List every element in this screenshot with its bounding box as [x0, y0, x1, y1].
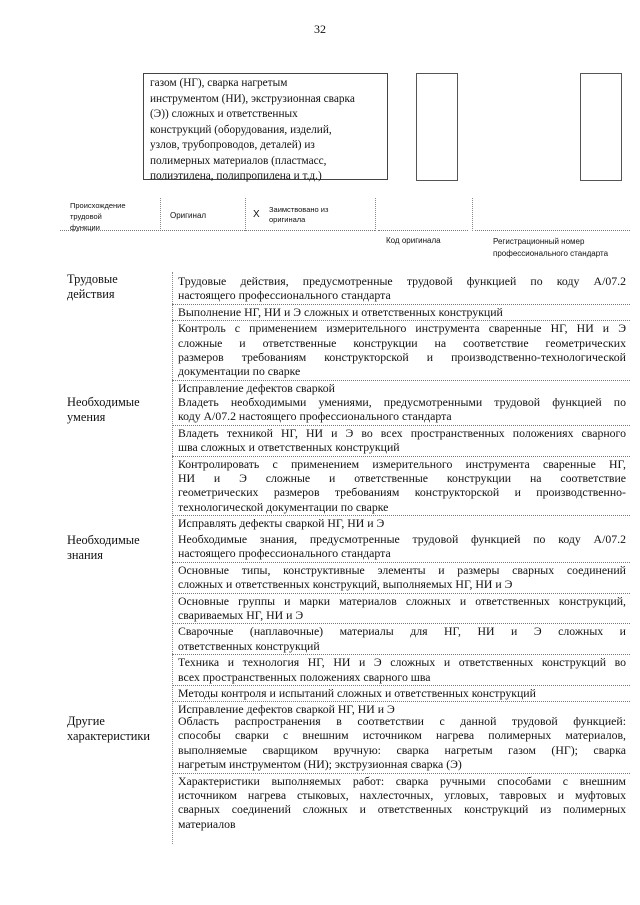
list-item-line: Исправление дефектов сваркой НГ, НИ и Э	[178, 702, 395, 717]
list-item-line: НИ и Э сложные и ответственные конструкции на соответствие	[178, 471, 626, 486]
origin-label-line: функции	[70, 223, 100, 232]
list-item-line: Владеть техникой НГ, НИ и Э во всех пространственных положениях сварного	[178, 425, 626, 440]
section-label-labor-actions	[67, 272, 118, 302]
list-item-line: Основные группы и марки материалов сложных и ответственных конструкций,	[178, 593, 626, 608]
section-label-line: действия	[67, 287, 115, 301]
list-item-line: сложных и ответственных конструкций, выполняемых НГ, НИ и Э	[178, 577, 513, 592]
list-item	[172, 395, 630, 426]
column-divider	[172, 272, 173, 844]
list-item	[172, 305, 630, 321]
list-item	[172, 457, 630, 517]
required-skills-list	[172, 395, 630, 532]
list-item-line: размеров требованиям конструкторской и производственно-технологической	[178, 350, 626, 365]
list-item	[172, 594, 630, 625]
list-item-line: Необходимые знания, предусмотренные трудовой функцией по коду А/07.2	[178, 532, 626, 546]
list-item	[172, 655, 630, 686]
registration-caption-line: профессионального стандарта	[493, 249, 609, 258]
list-item	[172, 624, 630, 655]
list-item-line: всех пространственных положениях сварного шва	[178, 669, 431, 684]
code-original-caption: Код оригинала	[386, 236, 441, 245]
list-item-line: настоящего профессионального стандарта	[178, 288, 391, 303]
list-item-line: Характеристики выполняемых работ: сварка ручными способами с внешним	[178, 773, 626, 788]
origin-label-line: Происхождение	[70, 201, 126, 210]
list-item	[172, 714, 630, 774]
list-item-line: геометрических размеров требованиям конструкторской и производственно-	[178, 485, 626, 500]
list-item-line: способы сварки с внешним источником нагрева полимерных материалов,	[178, 728, 626, 743]
list-item-line: ответственных конструкций	[178, 638, 320, 653]
labor-actions-list	[172, 274, 630, 396]
other-characteristics-list	[172, 714, 630, 832]
top-box-line: инструментом (НИ), экструзионная сварка	[150, 92, 355, 105]
list-item	[172, 381, 630, 396]
top-box-line: газом (НГ), сварка нагретым	[150, 77, 288, 89]
section-label-line: Необходимые	[67, 533, 140, 547]
section-label-line: Другие	[67, 714, 105, 728]
original-mark: X	[253, 209, 260, 220]
origin-divider	[245, 198, 246, 231]
origin-divider	[160, 198, 161, 231]
section-label-required-knowledge	[67, 533, 140, 563]
registration-caption-line: Регистрационный номер	[493, 237, 585, 246]
section-label-line: характеристики	[67, 729, 151, 743]
origin-divider	[375, 198, 376, 231]
origin-underline	[475, 230, 630, 231]
list-item-line: свариваемых НГ, НИ и Э	[178, 608, 304, 623]
section-label-other-characteristics	[67, 714, 150, 744]
section-label-line: Необходимые	[67, 395, 140, 409]
page-number: 32	[314, 22, 326, 36]
list-item	[172, 321, 630, 381]
list-item	[172, 774, 630, 833]
borrowed-label	[269, 205, 328, 225]
top-box-line: (Э)) сложных и ответственных	[150, 108, 298, 120]
list-item-line: Трудовые действия, предусмотренные трудовой функцией по коду А/07.2	[178, 274, 626, 288]
list-item-line: Методы контроля и испытаний сложных и ответственных конструкций	[178, 686, 536, 701]
list-item-line: Выполнение НГ, НИ и Э сложных и ответственных конструкций	[178, 304, 503, 319]
section-label-line: умения	[67, 410, 106, 424]
list-item-line: настоящего профессионального стандарта	[178, 546, 391, 561]
list-item-line: Область распространения в соответствии с данной трудовой функцией:	[178, 714, 626, 728]
code-box	[416, 73, 458, 181]
list-item-line: Основные типы, конструктивные элементы и размеры сварных соединений	[178, 562, 626, 577]
top-box-line: узлов, трубопроводов, деталей) из	[150, 139, 315, 151]
original-label: Оригинал	[170, 211, 207, 220]
list-item	[172, 532, 630, 563]
qualification-level-box	[580, 73, 622, 181]
list-item-line: Исправлять дефекты сваркой НГ, НИ и Э	[178, 516, 385, 531]
section-label-line: знания	[67, 548, 103, 562]
list-item	[172, 686, 630, 702]
list-item-line: сложные и ответственные конструкции на соответствие геометрических	[178, 335, 626, 350]
list-item-line: шва сложных и ответственных конструкций	[178, 440, 400, 455]
origin-row	[60, 198, 630, 232]
work-function-name-box	[143, 73, 388, 180]
list-item-line: нагретым инструментом (НИ); экструзионная сварка (Э)	[178, 757, 462, 772]
required-knowledge-list	[172, 532, 630, 718]
origin-divider	[472, 198, 473, 231]
origin-label	[70, 200, 126, 233]
origin-label-line: трудовой	[70, 212, 102, 221]
origin-underline	[378, 230, 468, 231]
list-item	[172, 426, 630, 457]
top-box-line: полиэтилена, полипропилена и т.д.)	[150, 170, 322, 182]
list-item-line: Контроль с применением измерительного инструмента сваренные НГ, НИ и Э	[178, 321, 626, 336]
list-item-line: документации по сварке	[178, 364, 301, 379]
origin-underline	[60, 230, 375, 231]
list-item-line: источником нагрева стыковых, нахлесточных, угловых, тавровых и муфтовых	[178, 788, 626, 803]
list-item-line: Исправление дефектов сваркой	[178, 380, 335, 395]
section-label-line: Трудовые	[67, 272, 118, 286]
list-item-line: сварных соединений сложных и ответственных конструкций из полимерных	[178, 802, 626, 817]
section-label-required-skills	[67, 395, 140, 425]
list-item-line: выполняемые сварщиком вручную: сварка нагретым газом (НГ); сварка	[178, 742, 626, 757]
list-item-line: материалов	[178, 816, 236, 831]
list-item-line: Сварочные (наплавочные) материалы для НГ, НИ и Э сложных и	[178, 624, 626, 639]
list-item	[172, 563, 630, 594]
borrowed-label-line: Заимствовано из	[269, 205, 329, 214]
list-item-line: технологической документации по сварке	[178, 499, 389, 514]
borrowed-label-line: оригинала	[269, 215, 306, 224]
list-item-line: Техника и технология НГ, НИ и Э сложных и ответственных конструкций во	[178, 655, 626, 670]
list-item	[172, 274, 630, 305]
top-box-line: конструкций (оборудования, изделий,	[150, 123, 332, 136]
list-item-line: коду А/07.2 настоящего профессионального стандарта	[178, 409, 452, 424]
list-item	[172, 516, 630, 531]
list-item-line: Владеть необходимыми умениями, предусмотренными трудовой функцией по	[178, 395, 626, 409]
list-item-line: Контролировать с применением измерительного инструмента сваренные НГ,	[178, 456, 626, 471]
registration-number-caption	[493, 236, 608, 260]
top-box-line: полимерных материалов (пластмасс,	[150, 154, 327, 167]
